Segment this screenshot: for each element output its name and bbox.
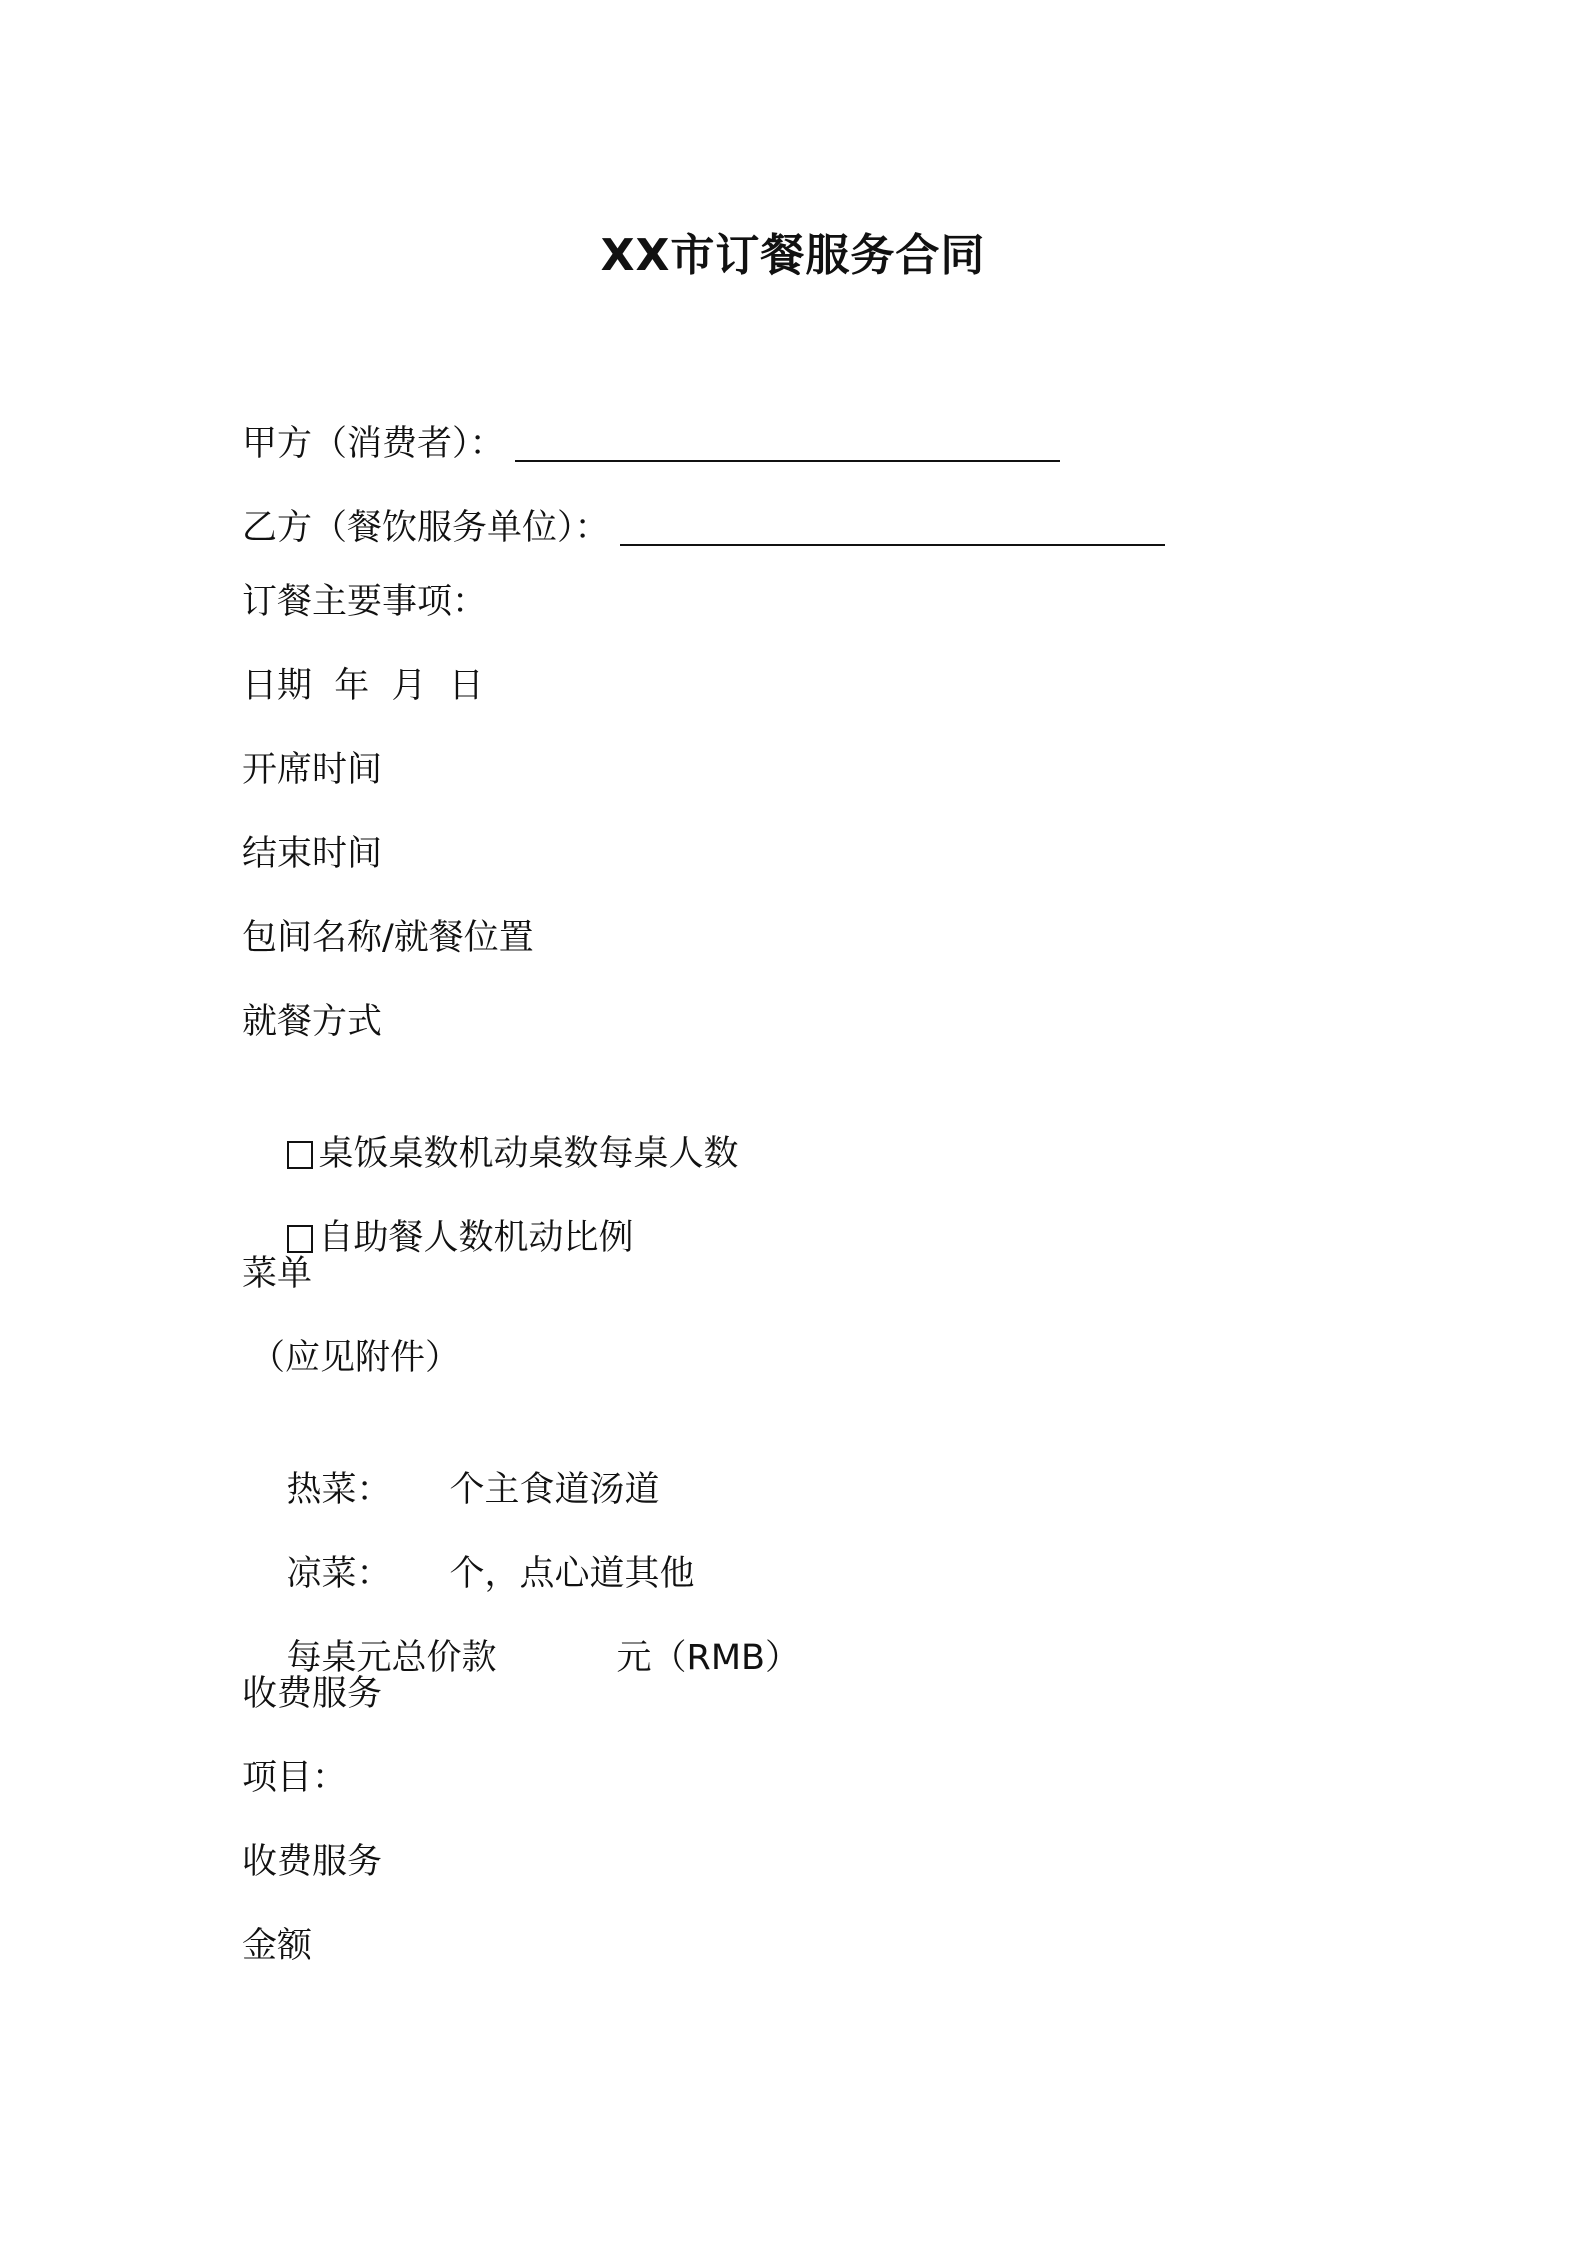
price-unit: 元（RMB） bbox=[616, 1638, 801, 1678]
buffet-option-label: 自助餐人数机动比例 bbox=[318, 1218, 634, 1258]
fee-service-line-2: 收费服务 bbox=[242, 1842, 383, 1882]
start-time-line: 开席时间 bbox=[242, 750, 383, 790]
hot-dishes-text: 个主食道汤道 bbox=[449, 1470, 660, 1510]
menu-line: 菜单 bbox=[242, 1254, 313, 1294]
price-label: 每桌元总价款 bbox=[286, 1638, 497, 1678]
hot-dishes-label: 热菜： bbox=[286, 1470, 392, 1510]
amount-line: 金额 bbox=[242, 1926, 313, 1966]
party-b-blank[interactable] bbox=[620, 542, 1165, 546]
party-a-line bbox=[242, 420, 1060, 468]
fee-service-line-1: 收费服务 bbox=[242, 1674, 383, 1714]
party-a-blank[interactable] bbox=[515, 458, 1060, 462]
item-line: 项目： bbox=[242, 1758, 348, 1798]
party-a-label: 甲方（消费者）： bbox=[242, 424, 505, 464]
table-option-label: 桌饭桌数机动桌数每桌人数 bbox=[318, 1134, 739, 1174]
attachment-line: （应见附件） bbox=[250, 1338, 461, 1378]
page-title: XX市订餐服务合同 bbox=[600, 230, 986, 281]
end-time-line: 结束时间 bbox=[242, 834, 383, 874]
order-items-heading: 订餐主要事项： bbox=[242, 582, 488, 622]
table-option-checkbox[interactable] bbox=[287, 1141, 313, 1169]
dining-mode-line: 就餐方式 bbox=[242, 1002, 383, 1042]
date-line: 日期 年 月 日 bbox=[242, 666, 484, 706]
cold-dishes-label: 凉菜： bbox=[286, 1554, 392, 1594]
buffet-option-checkbox[interactable] bbox=[287, 1225, 313, 1253]
cold-dishes-text: 个，点心道其他 bbox=[449, 1554, 695, 1594]
party-b-label: 乙方（餐饮服务单位）： bbox=[242, 508, 610, 548]
room-line: 包间名称/就餐位置 bbox=[242, 918, 534, 958]
party-b-line bbox=[242, 504, 1165, 552]
